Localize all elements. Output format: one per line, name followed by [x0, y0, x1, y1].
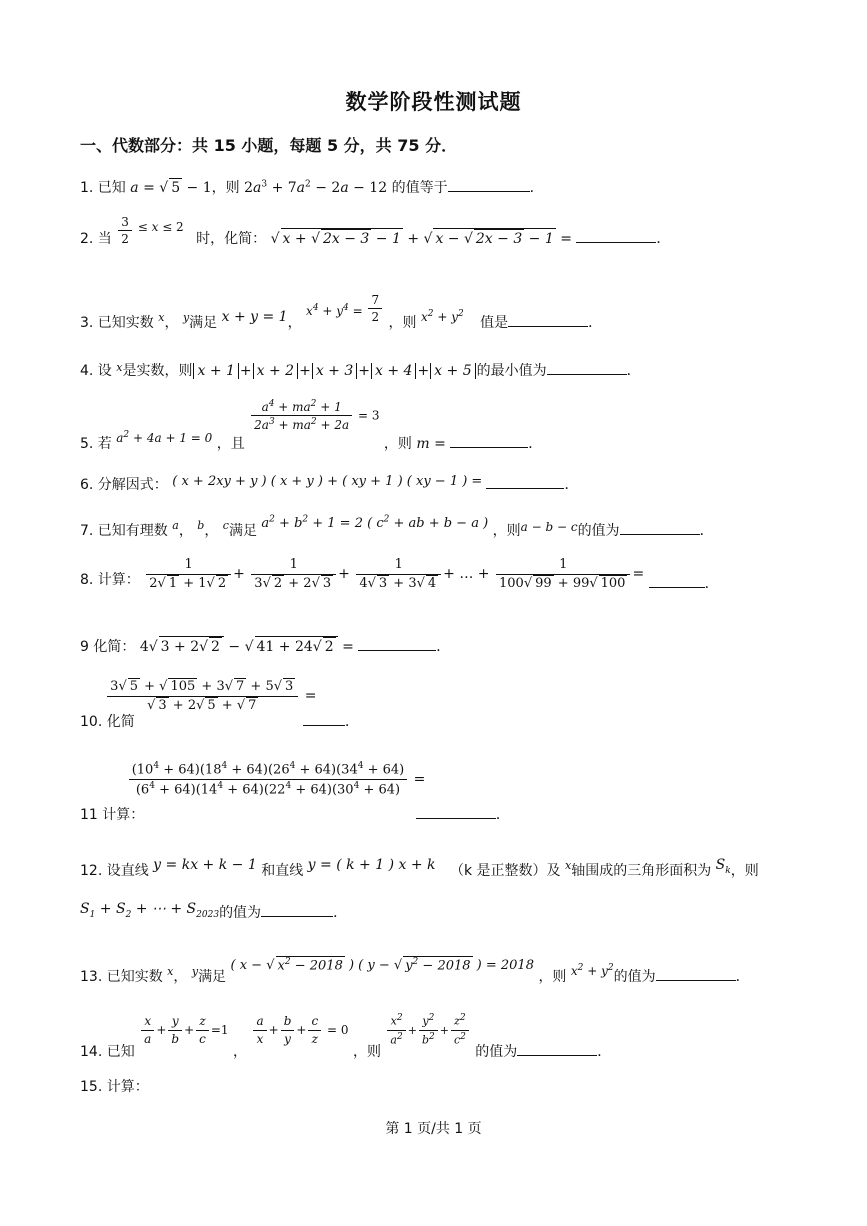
- answer-blank[interactable]: [547, 360, 627, 375]
- question-9: 9 化简： 4√ 3 + 2√ 2 − √ 41 + 24√ 2 = ．: [80, 636, 450, 656]
- answer-blank[interactable]: [303, 711, 345, 726]
- section-heading: 一、代数部分：共 15 小题，每题 5 分，共 75 分．: [80, 136, 458, 155]
- question-4: 4. 设 $^x$是实数，则 x + 1 + x + 2 + x + 3 + x + 4 + x + 5 的最小值为 ．: [80, 361, 641, 379]
- answer-blank[interactable]: [450, 433, 528, 448]
- answer-blank[interactable]: [620, 520, 700, 535]
- question-12-line-2: $S_1 + S_2$ + ⋯ + $S_{2023}$的值为 ．: [80, 901, 348, 921]
- question-14: 14. 已知 $\frac{x}{a}$ + $\frac{y}{b}$ + $\frac{z}{c}$ =1 ， $\frac{a}{x}$ + $\frac{b}{y}$ + $\frac{c}{z}$ = 0 ，则 $\frac{x^2}{a^2}$ + $\frac{y^2}{b^2}$ + $\frac{z^2}{c^2}$ 的值为 ．: [80, 1013, 612, 1060]
- answer-blank[interactable]: [649, 573, 705, 588]
- question-15: 15. 计算：: [80, 1079, 149, 1095]
- question-6: 6. 分解因式： ( x + 2xy + y ) ( x + y ) + ( xy + 1 ) ( xy − 1 ) = ．: [80, 474, 579, 493]
- answer-blank[interactable]: [486, 474, 564, 489]
- question-10: 10. 化简 $\frac{3√ 5 + √ 105 + 3√ 7 + 5√ 3}{√ 3 + 2√ 5 + √ 7}$ = ．: [80, 679, 359, 731]
- answer-blank[interactable]: [416, 804, 496, 819]
- page-title: 数学阶段性测试题: [345, 90, 522, 114]
- answer-blank[interactable]: [448, 177, 530, 192]
- answer-blank[interactable]: [656, 966, 736, 981]
- question-5: 5. 若 $a^2 + 4a + 1 = 0$ ，且 $\frac{a^4 + ma^2 + 1}{2a^3 + ma^2 + 2a}$ = 3 ，则 m = ．: [80, 399, 543, 452]
- question-7: 7. 已知有理数 $^a$， $^b$， $^c$满足 $a^2 + b^2 + 1 = 2$ ( $c^2$ + ab + b − a ) ，则a − b − c的值为 ．: [80, 514, 714, 539]
- question-12: 12. 设直线 y = kx + k − 1 和直线 y = ( k + 1 ) x + k （k 是正整数）及 $^x$轴围成的三角形面积为 $S_k$，则: [80, 857, 759, 879]
- question-13: 13. 已知实数 $^x$， $^y$满足 ( x − √ $x^2 - 2018$ ) ( y − √ $y^2 - 2018$ ) = 2018 ，则 $x^2 + y^2$的值为 ．: [80, 956, 750, 985]
- question-1: 1. 已知 a = √ 5 − 1，则 $2a^3 + 7a^2 - 2a - 12$ 的值等于 ．: [80, 177, 544, 197]
- answer-blank[interactable]: [517, 1041, 597, 1056]
- answer-blank[interactable]: [508, 312, 588, 327]
- question-2: 2. 当 $\frac{3}{2}$ ≤ x ≤ 2 时，化简： √ x + √ 2x − 3 − 1 + √ x − √ 2x − 3 − 1 = ．: [80, 215, 671, 247]
- question-3: 3. 已知实数 $^x$， $^y$满足 x + y = 1， $x^4 + y^4$ = $\frac{7}{2}$ ，则 $x^2 + y^2$ 值是 ．: [80, 293, 603, 331]
- question-8: 8. 计算： $\frac{1}{2√ 1 + 1√ 2}$ + $\frac{1}{3√ 2 + 2√ 3}$ + $\frac{1}{4√ 3 + 3√ 4}$ + … + $\frac{1}{100√ 99 + 99√ 100}$ = ．: [80, 557, 719, 593]
- answer-blank[interactable]: [358, 636, 436, 651]
- answer-blank[interactable]: [261, 902, 333, 917]
- answer-blank[interactable]: [576, 228, 656, 243]
- question-11: 11 计算： $\frac{(10^4 + 64)(18^4 + 64)(26^4 + 64)(34^4 + 64)}{(6^4 + 64)(14^4 + 64)(22^4 + 64)(30^4 + 64)}$ = ．: [80, 761, 510, 824]
- page-footer: 第 1 页/共 1 页: [385, 1121, 482, 1137]
